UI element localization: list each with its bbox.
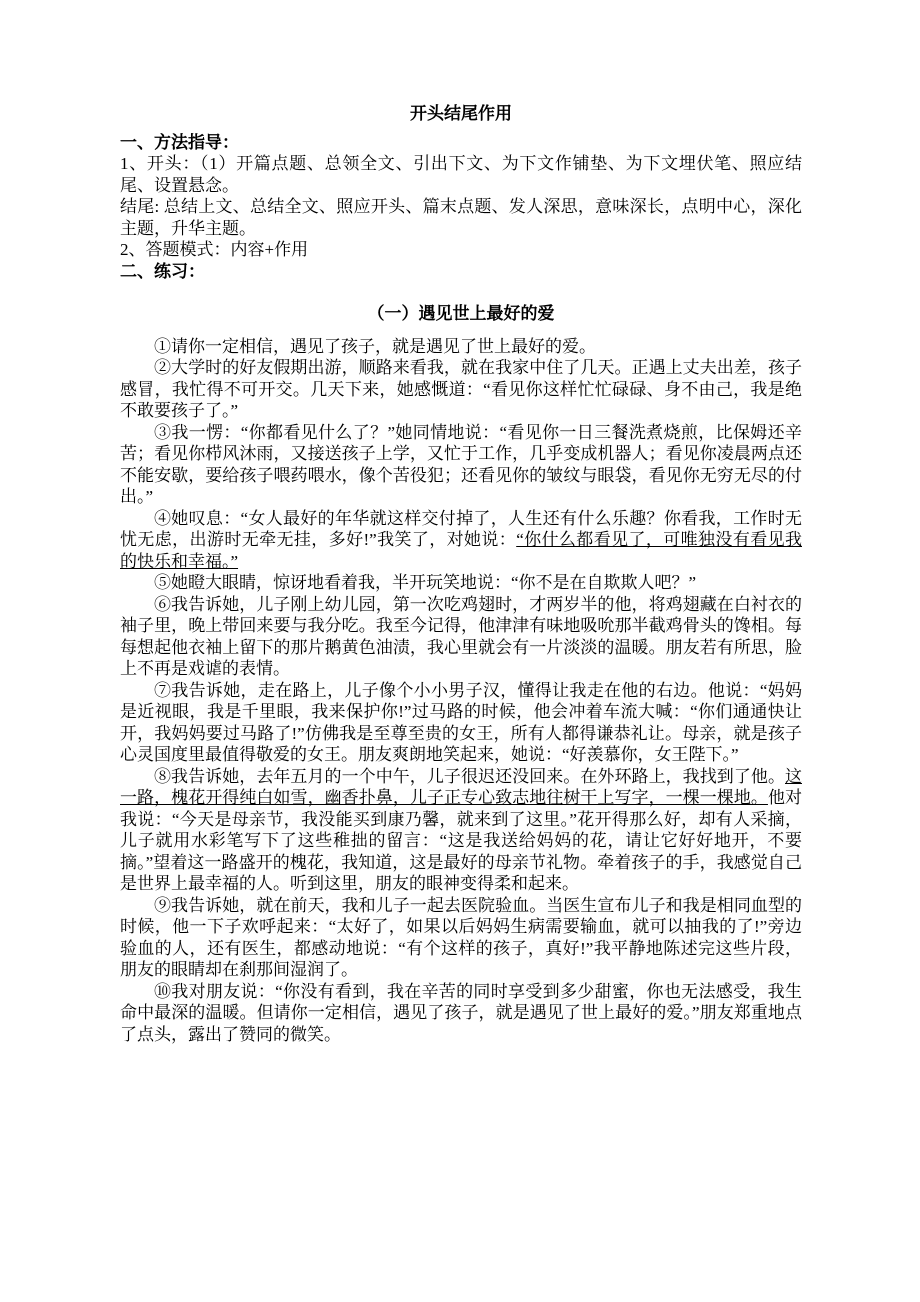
essay-body bbox=[120, 336, 802, 1046]
essay-paragraph bbox=[120, 422, 802, 508]
method-lines bbox=[120, 153, 802, 261]
paragraph-text: ⑧我告诉她，去年五月的一个中午，儿子很迟还没回来。在外环路上，我找到了他。 bbox=[154, 766, 785, 786]
paragraph-text: ⑦我告诉她，走在路上，儿子像个小小男子汉，懂得让我走在他的右边。他说：“妈妈是近视眼，我是千里眼，我来保护你!”过马路的时候，他会冲着车流大喊：“你们通通快让开，我妈妈要过马路了!”仿佛我是至尊至贵的女王，所有人都得谦恭礼让。母亲，就是孩子心灵国度里最值得敬爱的女王。朋友爽朗地笑起来，她说：“好羡慕你，女王陛下。” bbox=[120, 680, 802, 764]
practice-heading: 二、练习： bbox=[120, 261, 205, 281]
method-line: 2、答题模式：内容+作用 bbox=[120, 240, 309, 259]
essay-paragraph bbox=[120, 981, 802, 1046]
essay-paragraph bbox=[120, 357, 802, 422]
paragraph-text: ⑤她瞪大眼睛，惊讶地看着我，半开玩笑地说：“你不是在自欺欺人吧？” bbox=[154, 573, 697, 592]
method-heading: 一、方法指导： bbox=[120, 132, 239, 152]
paragraph-text: ⑩我对朋友说：“你没有看到，我在辛苦的同时享受到多少甜蜜，你也无法感受，我生命中最深的温暖。但请你一定相信，遇见了孩子，就是遇见了世上最好的爱。”朋友郑重地点了点头，露出了赞同的微笑。 bbox=[120, 981, 802, 1044]
paragraph-text: ①请你一定相信，遇见了孩子，就是遇见了世上最好的爱。 bbox=[154, 336, 596, 356]
paragraph-text: ②大学时的好友假期出游，顺路来看我，就在我家中住了几天。正遇上丈夫出差，孩子感冒，我忙得不可开交。几天下来，她感慨道：“看见你这样忙忙碌碌、身不由己，我是绝不敢要孩子了。” bbox=[120, 358, 802, 420]
underlined-text: “你什么都看见了，可唯独没有看见我的快乐和幸福。” bbox=[120, 530, 802, 571]
essay-paragraph bbox=[120, 572, 802, 594]
paragraph-text: ⑨我告诉她，就在前天，我和儿子一起去医院验血。当医生宣布儿子和我是相同血型的时候，他一下子欢呼起来：“太好了，如果以后妈妈生病需要输血，就可以抽我的了!”旁边验血的人，还有医生，都感动地说：“有个这样的孩子，真好!”我平静地陈述完这些片段，朋友的眼睛却在刹那间湿润了。 bbox=[120, 895, 802, 979]
paragraph-text: ④她叹息：“女人最好的年华就这样交付掉了，人生还有什么乐趣？你看我，工作时无忧无虑，出游时无牵无挂，多好!”我笑了，对她说： bbox=[120, 508, 802, 549]
paragraph-text: ③我一愣：“你都看见什么了？”她同情地说：“看见你一日三餐洗煮烧煎，比保姆还辛苦；看见你栉风沐雨，又接送孩子上学，又忙于工作，几乎变成机器人；看见你凌晨两点还不能安歇，要给孩子喂药喂水，像个苦役犯；还看见你的皱纹与眼袋，看见你无穷无尽的付出。” bbox=[120, 422, 802, 506]
essay-paragraph bbox=[120, 508, 802, 573]
document-title: 开头结尾作用 bbox=[410, 104, 512, 123]
method-line: 结尾: 总结上文、总结全文、照应开头、篇末点题、发人深思，意味深长，点明中心，深化主题，升华主题。 bbox=[120, 197, 802, 238]
essay-title: （一）遇见世上最好的爱 bbox=[367, 304, 555, 323]
essay-paragraph bbox=[120, 895, 802, 981]
method-line: 1、开头：（1）开篇点题、总领全文、引出下文、为下文作铺垫、为下文埋伏笔、照应结尾、设置悬念。 bbox=[120, 154, 802, 195]
paragraph-text: ⑥我告诉她，儿子刚上幼儿园，第一次吃鸡翅时，才两岁半的他，将鸡翅藏在白衬衣的袖子里，晚上带回来要与我分吃。我至今记得，他津津有味地吸吮那半截鸡骨头的馋相。每每想起他衣袖上留下的那片鹅黄色油渍，我心里就会有一片淡淡的温暖。朋友若有所思，脸上不再是戏谑的表情。 bbox=[120, 594, 802, 678]
essay-paragraph bbox=[120, 766, 802, 895]
essay-paragraph bbox=[120, 680, 802, 766]
underlined-text: 这一路，槐花开得纯白如雪，幽香扑鼻，儿子正专心致志地往树干上写字，一棵一棵地。 bbox=[120, 766, 802, 807]
essay-paragraph bbox=[120, 336, 802, 358]
paragraph-text: 他对我说：“今天是母亲节，我没能买到康乃馨，就来到了这里。”花开得那么好，却有人采摘，儿子就用水彩笔写下了这些稚拙的留言：“这是我送给妈妈的花，请让它好好地开，不要摘。”望着这一路盛开的槐花，我知道，这是最好的母亲节礼物。牵着孩子的手，我感觉自己是世界上最幸福的人。听到这里，朋友的眼神变得柔和起来。 bbox=[120, 788, 803, 893]
essay-paragraph bbox=[120, 594, 802, 680]
method-guide-section bbox=[120, 132, 802, 261]
